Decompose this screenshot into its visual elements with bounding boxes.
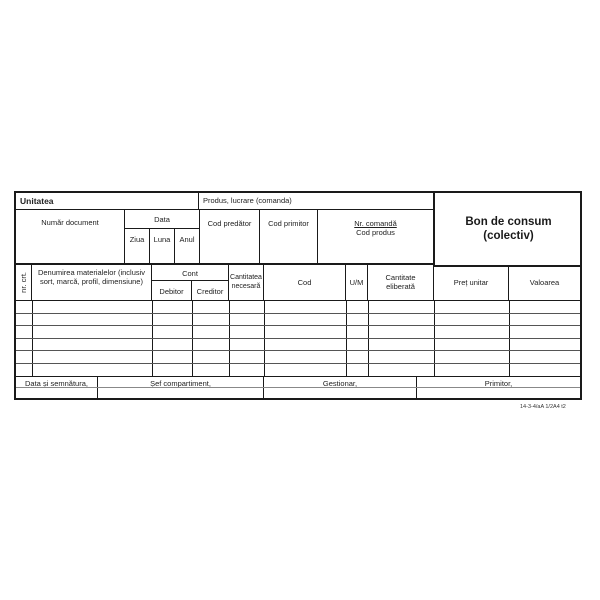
bon-de-consum-form bbox=[14, 191, 582, 400]
nr-crt-label: nr. crt. bbox=[19, 272, 28, 293]
numar-document-label: Număr document bbox=[16, 210, 125, 265]
valoarea-header: Valoarea bbox=[509, 265, 580, 301]
cod-header: Cod bbox=[264, 265, 346, 301]
produs-label: Produs, lucrare (comanda) bbox=[199, 193, 433, 210]
table-row bbox=[16, 363, 580, 364]
table-row bbox=[16, 338, 580, 339]
cantitatea-necesara-header: Cantitatea necesară bbox=[229, 265, 264, 301]
nr-comanda-block bbox=[318, 210, 433, 265]
luna-label: Luna bbox=[150, 229, 175, 265]
title-box bbox=[433, 193, 582, 267]
debitor-header: Debitor bbox=[152, 281, 192, 301]
denumirea-header: Denumirea materialelor (inclusiv sort, marcă, profil, dimensiune) bbox=[32, 265, 152, 301]
creditor-header: Creditor bbox=[192, 281, 229, 301]
cod-produs-label: Cod produs bbox=[356, 228, 395, 237]
table-row bbox=[16, 325, 580, 326]
unitatea-label: Unitatea bbox=[16, 193, 199, 210]
title-line-1: Bon de consum bbox=[465, 216, 552, 228]
data-label: Data bbox=[125, 210, 200, 229]
form-code: 14-3-4/aA 1/2A4 t2 bbox=[520, 404, 566, 410]
table-row bbox=[16, 313, 580, 314]
gestionar-label: Gestionar, bbox=[264, 376, 417, 398]
cod-predator-label: Cod predător bbox=[200, 210, 260, 265]
signature-line bbox=[16, 387, 580, 388]
sef-compartiment-label: Șef compartiment, bbox=[98, 376, 264, 398]
table-row bbox=[16, 350, 580, 351]
pret-unitar-header: Preț unitar bbox=[434, 265, 509, 301]
ziua-label: Ziua bbox=[125, 229, 150, 265]
cantitate-eliberata-header: Cantitate eliberată bbox=[368, 265, 434, 301]
nr-crt-header bbox=[16, 265, 32, 301]
anul-label: Anul bbox=[175, 229, 200, 265]
cod-primitor-label: Cod primitor bbox=[260, 210, 318, 265]
cont-header: Cont bbox=[152, 265, 229, 281]
primitor-label: Primitor, bbox=[484, 379, 513, 388]
title-line-2: (colectiv) bbox=[483, 230, 534, 242]
nr-comanda-label: Nr. comandă bbox=[354, 219, 397, 228]
data-semnatura-label: Data și semnătura, bbox=[16, 376, 98, 398]
um-header: U/M bbox=[346, 265, 368, 301]
